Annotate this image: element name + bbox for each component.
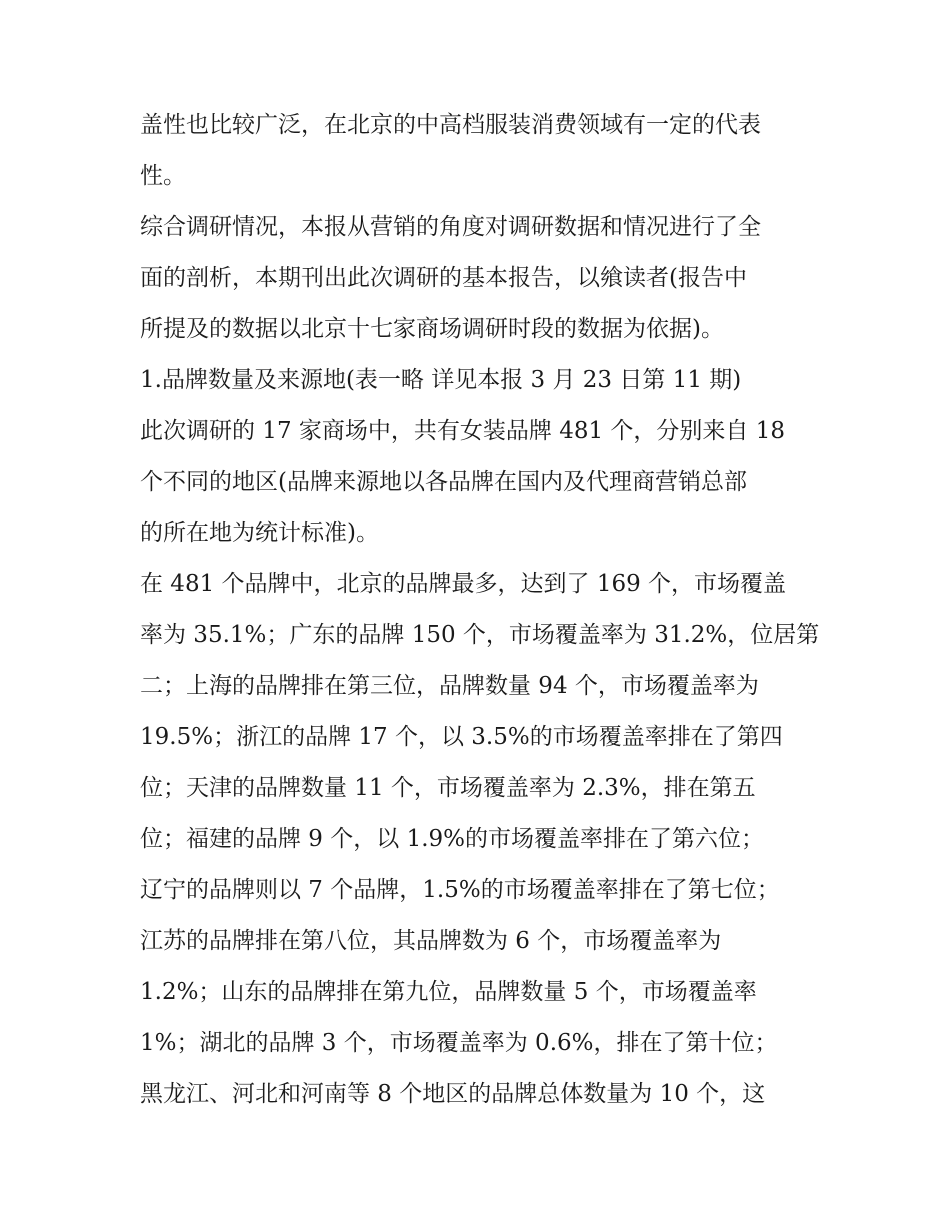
text-line: 个不同的地区(品牌来源地以各品牌在国内及代理商营销总部 bbox=[140, 469, 747, 495]
text-line: 位；福建的品牌 9 个，以 1.9%的市场覆盖率排在了第六位； bbox=[140, 826, 764, 852]
text-line: 所提及的数据以北京十七家商场调研时段的数据为依据)。 bbox=[140, 316, 724, 342]
text-line: 的所在地为统计标准)。 bbox=[140, 520, 379, 546]
section-heading: 1.品牌数量及来源地(表一略 详见本报 3 月 23 日第 11 期) bbox=[140, 367, 742, 393]
text-line: 19.5%；浙江的品牌 17 个，以 3.5%的市场覆盖率排在了第四 bbox=[140, 724, 783, 750]
text-line: 综合调研情况，本报从营销的角度对调研数据和情况进行了全 bbox=[140, 214, 761, 240]
text-line: 盖性也比较广泛，在北京的中高档服装消费领域有一定的代表 bbox=[140, 112, 761, 138]
text-line: 1%；湖北的品牌 3 个，市场覆盖率为 0.6%，排在了第十位； bbox=[140, 1030, 778, 1056]
text-line: 二；上海的品牌排在第三位，品牌数量 94 个，市场覆盖率为 bbox=[140, 673, 759, 699]
text-line: 江苏的品牌排在第八位，其品牌数为 6 个，市场覆盖率为 bbox=[140, 928, 722, 954]
text-line: 在 481 个品牌中，北京的品牌最多，达到了 169 个，市场覆盖 bbox=[140, 571, 787, 597]
text-line: 黑龙江、河北和河南等 8 个地区的品牌总体数量为 10 个，这 bbox=[140, 1081, 766, 1107]
text-line: 此次调研的 17 家商场中，共有女装品牌 481 个，分别来自 18 bbox=[140, 418, 785, 444]
text-line: 辽宁的品牌则以 7 个品牌，1.5%的市场覆盖率排在了第七位； bbox=[140, 877, 780, 903]
text-line: 1.2%；山东的品牌排在第九位，品牌数量 5 个，市场覆盖率 bbox=[140, 979, 757, 1005]
text-line: 性。 bbox=[140, 163, 186, 189]
body-text bbox=[140, 100, 830, 1120]
text-line: 位；天津的品牌数量 11 个，市场覆盖率为 2.3%，排在第五 bbox=[140, 775, 756, 801]
text-line: 率为 35.1%；广东的品牌 150 个，市场覆盖率为 31.2%，位居第 bbox=[140, 622, 820, 648]
text-line: 面的剖析，本期刊出此次调研的基本报告，以飨读者(报告中 bbox=[140, 265, 747, 291]
